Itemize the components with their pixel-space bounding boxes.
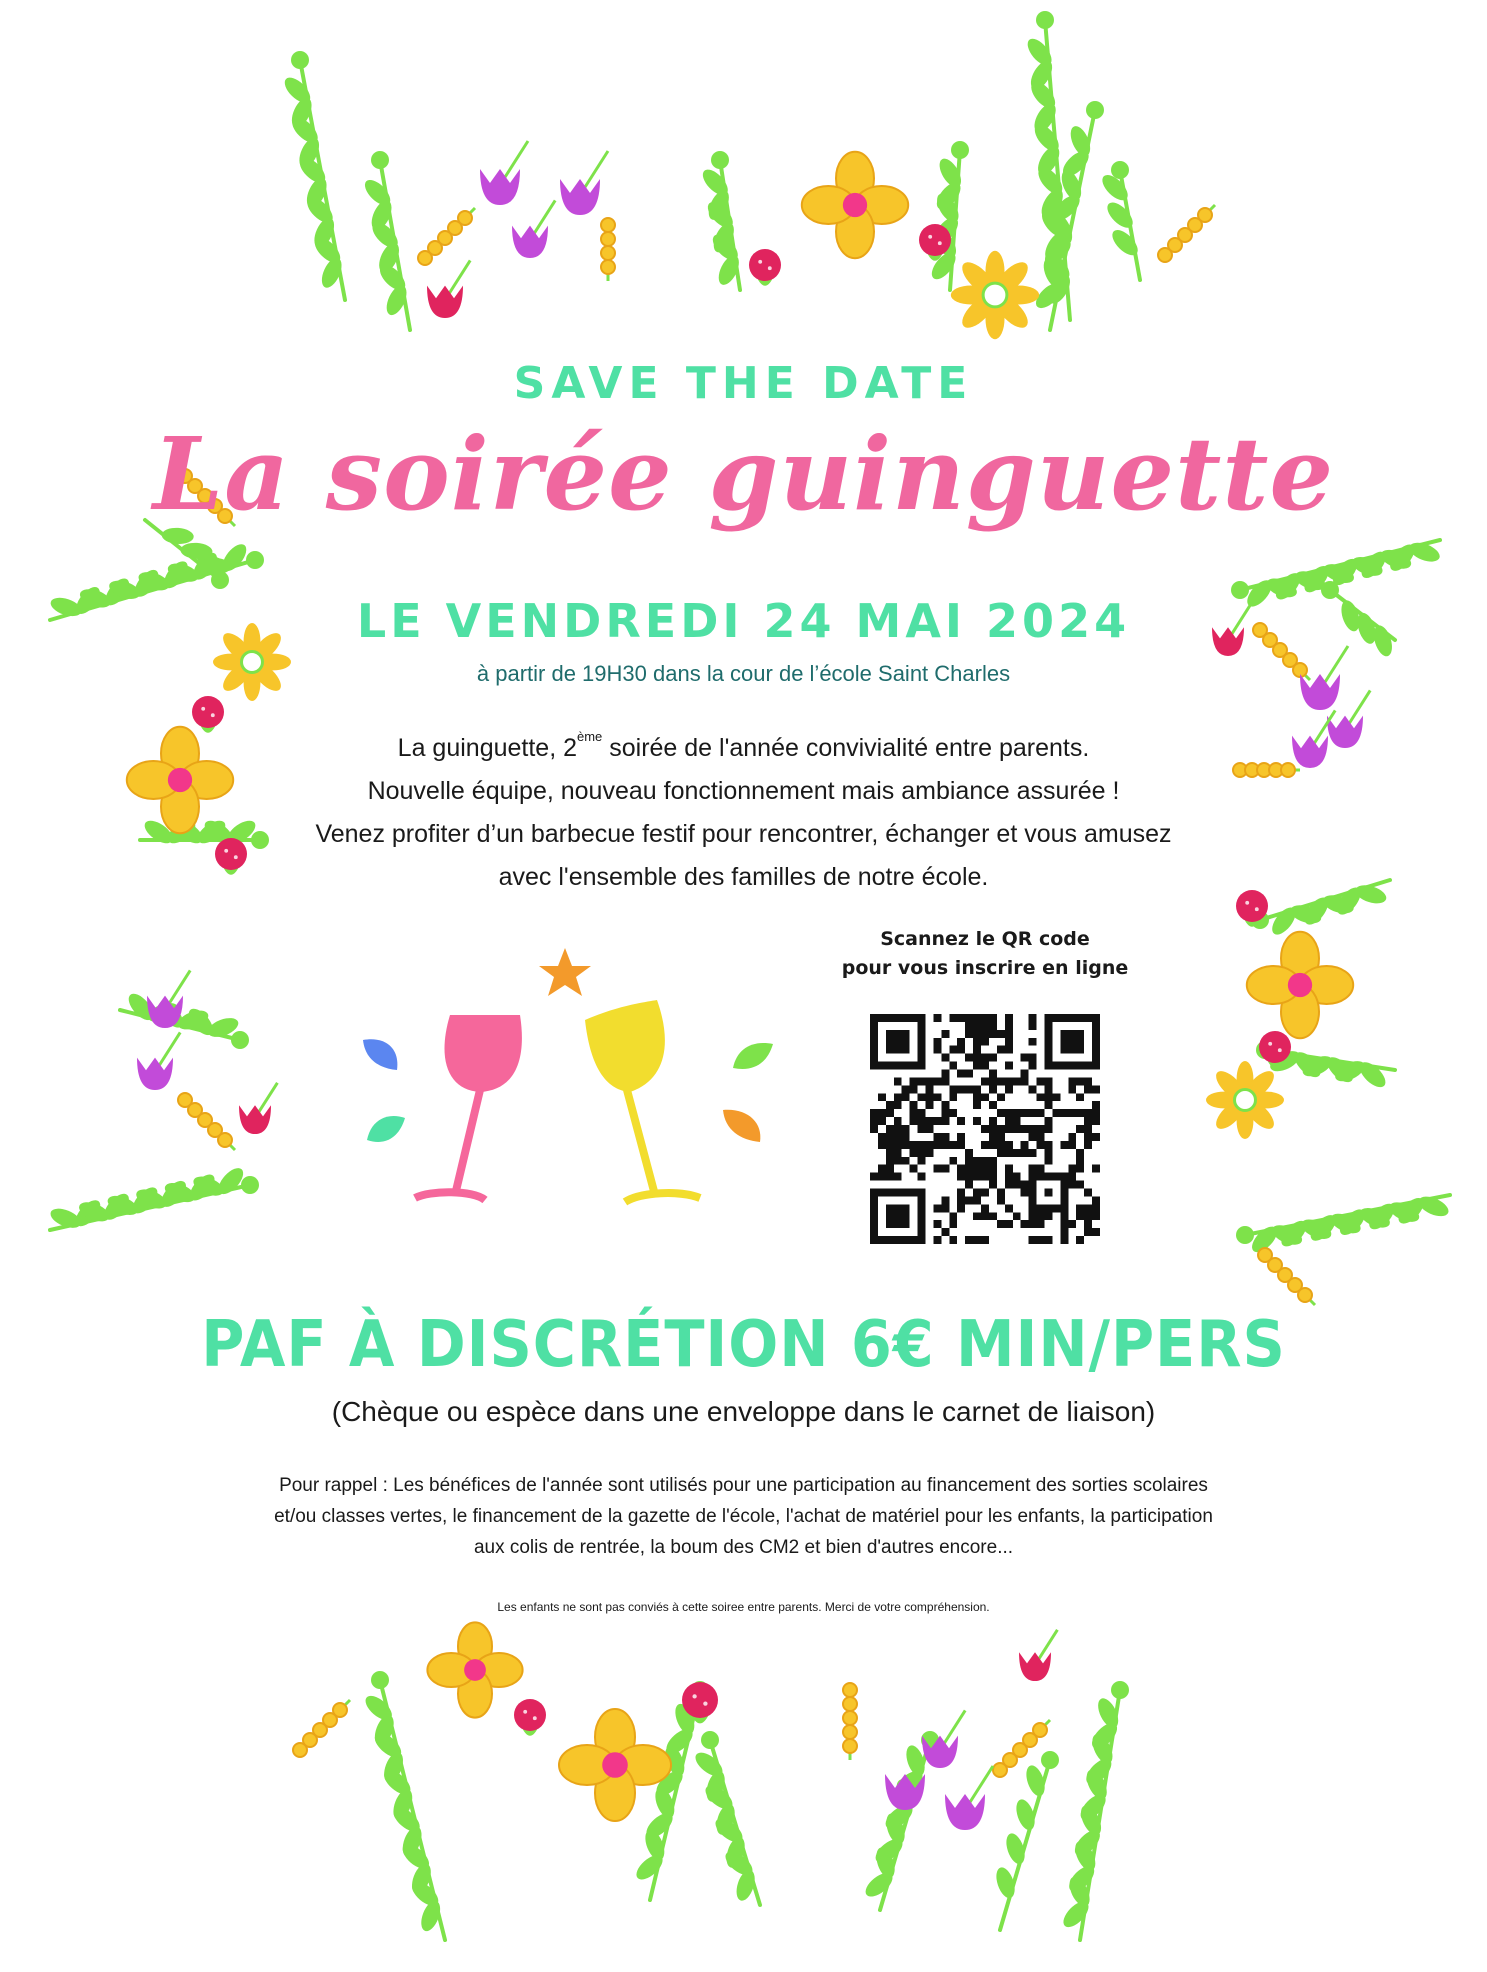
event-date: LE VENDREDI 24 MAI 2024 (356, 594, 1131, 648)
reminder-paragraph (240, 1470, 1247, 1563)
reminder-line-1: Pour rappel : Les bénéfices de l'année sont utilisés pour une participation au financement des sorties scolaires (279, 1475, 1208, 1496)
star-icon (539, 948, 591, 996)
flower-icon (951, 251, 1039, 339)
leaf-branch-icon (698, 151, 743, 290)
payment-note: (Chèque ou espèce dans une enveloppe dans le carnet de liaison) (331, 1396, 1156, 1427)
price-headline: PAF À DISCRÉTION 6€ MIN/PERS (201, 1308, 1286, 1382)
leaf-branch-icon (691, 1731, 760, 1905)
qr-instructions-line-2: pour vous inscrire en ligne (841, 957, 1129, 979)
reminder-line-3: aux colis de rentrée, la boum des CM2 et bien d'autres encore... (473, 1537, 1014, 1558)
leaf-branch-icon (993, 1751, 1059, 1930)
wine-glasses-toast-icon (355, 940, 775, 1230)
tulip-icon (512, 200, 555, 258)
leaf-icon (723, 1110, 760, 1142)
leaf-branch-icon (1236, 1193, 1451, 1257)
save-the-date-label: SAVE THE DATE (513, 358, 974, 409)
tulip-icon (137, 1032, 180, 1090)
leaf-branch-icon (1098, 161, 1142, 280)
qr-instructions-line-1: Scannez le QR code (880, 928, 1090, 950)
leaf-icon (363, 1039, 397, 1070)
bead-stem-icon (178, 1093, 235, 1150)
bead-stem-icon (843, 1683, 857, 1760)
bead-stem-icon (418, 208, 475, 265)
event-time-location: à partir de 19H30 dans la cour de l’école Saint Charles (476, 661, 1011, 686)
bead-stem-icon (1158, 205, 1215, 262)
description-line-1: La guinguette, 2ème soirée de l'année convivialité entre parents. (397, 729, 1090, 762)
tulip-icon (560, 151, 608, 215)
bead-stem-icon (293, 1700, 350, 1757)
tulip-icon (239, 1083, 277, 1134)
flower-icon (559, 1709, 671, 1821)
flower-icon (802, 152, 908, 258)
flower-icon (1247, 932, 1353, 1038)
leaf-branch-icon (361, 151, 411, 330)
tulip-icon (945, 1766, 993, 1830)
flower-icon (1206, 1061, 1284, 1139)
bead-stem-icon (601, 218, 615, 281)
footer-note: Les enfants ne sont pas conviés à cette soiree entre parents. Merci de votre compréhension. (497, 1600, 990, 1614)
leaf-branch-icon (120, 990, 249, 1049)
flower-icon (427, 1622, 522, 1717)
bead-stem-icon (1258, 1248, 1315, 1305)
leaf-branch-icon (361, 1671, 445, 1940)
event-description (0, 727, 1487, 899)
tulip-icon (480, 141, 528, 205)
event-title: La soirée guinguette (152, 415, 1335, 533)
bead-stem-icon (993, 1720, 1050, 1777)
tulip-icon (1019, 1630, 1057, 1681)
leaf-icon (367, 1116, 405, 1142)
leaf-icon (733, 1043, 773, 1069)
leaf-branch-icon (48, 1164, 259, 1232)
berry-icon (749, 249, 781, 286)
qr-instructions (820, 925, 1150, 983)
leaf-branch-icon (280, 51, 345, 300)
berry-icon (514, 1699, 546, 1736)
tulip-icon (427, 260, 470, 318)
qr-code[interactable] (870, 1014, 1100, 1244)
description-line-2: Nouvelle équipe, nouveau fonctionnement mais ambiance assurée ! (367, 777, 1120, 805)
description-line-3: Venez profiter d’un barbecue festif pour rencontrer, échanger et vous amusez (315, 820, 1172, 848)
description-line-4: avec l'ensemble des familles de notre école. (498, 863, 989, 891)
reminder-line-2: et/ou classes vertes, le financement de la gazette de l'école, l'achat de matériel pour les enfants, la participation (274, 1506, 1213, 1527)
leaf-branch-icon (1059, 1681, 1129, 1940)
